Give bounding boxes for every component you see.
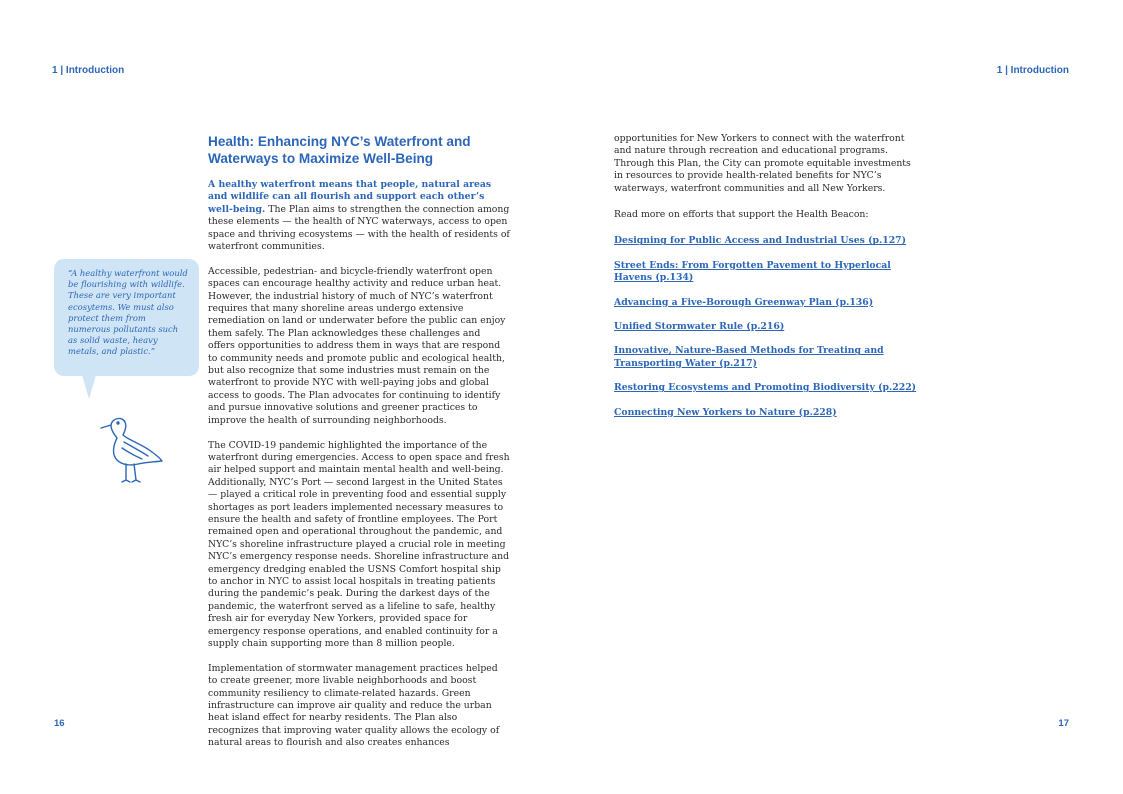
pull-quote: [54, 259, 199, 376]
page-number-right: 17: [1058, 718, 1069, 729]
link-street-ends[interactable]: Street Ends: From Forgotten Pavement to Hyperlocal Havens (p.134): [614, 259, 891, 284]
link-greenway-plan[interactable]: Advancing a Five-Borough Greenway Plan (p.136): [614, 296, 874, 308]
intro-body: The Plan aims to strengthen the connection among these elements — the health of NYC waterways, access to open space and thriving ecosystems — with the health of residents of waterfront communities.: [208, 203, 510, 253]
body-paragraph: Implementation of stormwater management practices helped to create greener, more livable neighborhoods and boost community resiliency to climate-related hazards. Green infrastructure can improve air quality and reduce the urban heat island effect for nearby residents. The Plan also recognizes that improving water quality allows the ecology of natural areas to flourish and also creates enhances: [208, 662, 500, 749]
link-restoring-ecosystems[interactable]: Restoring Ecosystems and Promoting Biodiversity (p.222): [614, 382, 917, 394]
body-paragraph: Accessible, pedestrian- and bicycle-friendly waterfront open spaces can encourage healthy activity and reduce urban heat. However, the industrial history of much of NYC’s waterfront requires that many shoreline areas undergo extensive remediation on land or underwater before the public can enjoy them safely. The Plan acknowledges these challenges and offers opportunities to address them in ways that are respond to community needs and promote public and ecological health, but also recognize that some industries must remain on the waterfront to provide NYC with well-paying jobs and global access to goods. The Plan advocates for continuing to identify and pursue innovative solutions and greener practices to improve the health of surrounding neighborhoods.: [208, 265, 506, 426]
left-column: [208, 133, 510, 762]
link-nature-based-methods[interactable]: Innovative, Nature-Based Methods for Treating and Transporting Water (p.217): [614, 345, 884, 369]
link-public-access[interactable]: Designing for Public Access and Industrial Uses (p.127): [614, 235, 907, 247]
continuation-text: opportunities for New Yorkers to connect with the waterfront and nature through recreation and educational programs.: [614, 133, 905, 157]
pull-quote-text: “A healthy waterfront would be flourishing with wildlife. These are very important ecosytems. We must also protect them from numerous pollutants such as solid waste, heavy metals, and plastic.”: [68, 268, 188, 357]
speech-bubble-tail: [82, 375, 96, 399]
link-stormwater-rule[interactable]: Unified Stormwater Rule (p.216): [614, 321, 785, 333]
intro-lead: A healthy waterfront means that people, natural areas and wildlife can all flourish and support each other’s well-being.: [208, 179, 492, 215]
body-paragraph: The COVID-19 pandemic highlighted the importance of the waterfront during emergencies. Access to open space and fresh air helped support and maintain mental health and well-being. Additionally, NYC’s Port — second largest in the United States — played a critical role in preventing food and essential supply shortages as port leaders implemented necessary measures to ensure the health and safety of frontline employees. The Port remained open and operational throughout the pandemic, and NYC’s shoreline infrastructure played a crucial role in meeting NYC’s emergency response needs. Shoreline infrastructure and emergency dredging enabled the USNS Comfort hospital ship to anchor in NYC to assist local hospitals in treating patients during the pandemic’s peak. During the darkest days of the pandemic, the waterfront served as a lifeline to safe, healthy fresh air for everyday New Yorkers, provided space for emergency response operations, and enabled continuity for a supply chain supporting more than 8 million people.: [208, 439, 510, 649]
intro-paragraph: [208, 179, 510, 253]
section-title: Health: Enhancing NYC’s Waterfront and Waterways to Maximize Well-Being: [208, 134, 471, 166]
page-number-left: 16: [54, 718, 65, 729]
link-connecting-nature[interactable]: Connecting New Yorkers to Nature (p.228): [614, 406, 837, 418]
running-header-right: 1 | Introduction: [996, 65, 1069, 76]
body-paragraph: Through this Plan, the City can promote equitable investments in resources to provide health-related benefits for NYC’s waterways, waterfront communities and all New Yorkers.: [614, 157, 911, 194]
shorebird-icon: [98, 412, 164, 484]
running-header-left: 1 | Introduction: [52, 65, 125, 76]
links-intro: Read more on efforts that support the Health Beacon:: [614, 209, 869, 221]
right-column: [614, 133, 919, 431]
